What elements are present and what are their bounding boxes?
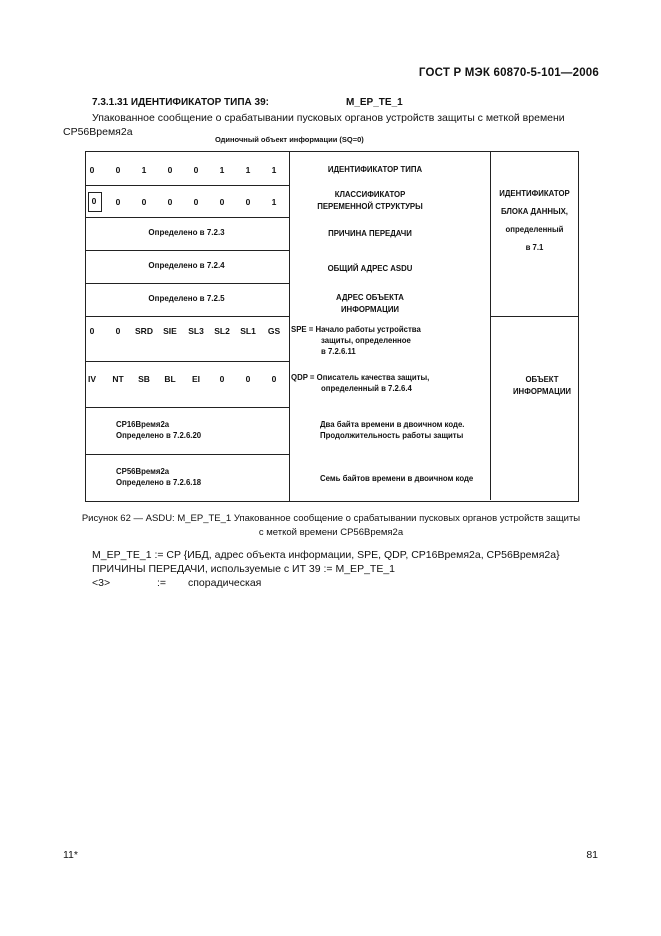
row5-label-line1: АДРЕС ОБЪЕКТА (336, 293, 404, 302)
side-bottom-line2: ИНФОРМАЦИИ (512, 387, 572, 396)
row9-label: Семь байтов времени в двоичном коде (320, 474, 474, 483)
bit: SIE (163, 326, 177, 336)
bit: 0 (167, 165, 173, 175)
bit: 0 (141, 197, 147, 207)
row8-label-line1: Два байта времени в двоичном коде. (320, 420, 465, 429)
row8-cell-line2: Определено в 7.2.6.20 (116, 431, 202, 440)
row6-label-line3: в 7.2.6.11 (321, 347, 356, 356)
row5-cell: Определено в 7.2.5 (148, 294, 225, 303)
figure-caption-line2: с меткой времени CP56Время2а (258, 527, 404, 538)
bit: 0 (115, 165, 121, 175)
information-object-label (492, 374, 592, 398)
bit: SL3 (188, 326, 204, 336)
row5-label-line2: ИНФОРМАЦИИ (340, 305, 400, 314)
row3-label: ПРИЧИНА ПЕРЕДАЧИ (328, 229, 412, 238)
bit: 1 (245, 165, 251, 175)
footer-left-mark: 11* (63, 849, 78, 861)
bit: 1 (271, 197, 277, 207)
row-separator (85, 217, 290, 218)
row-separator (85, 316, 290, 317)
figure-caption-line1: Рисунок 62 — ASDU: M_EP_TE_1 Упакованное сообщение о срабатывании пусковых органов устройств защиты (81, 513, 581, 524)
bit: 0 (219, 374, 225, 384)
body-cot-name: спорадическая (188, 577, 262, 589)
page-number: 81 (586, 849, 598, 861)
bit: 0 (89, 326, 95, 336)
figure-caption (66, 512, 596, 540)
row1-label: ИДЕНТИФИКАТОР ТИПА (327, 165, 423, 174)
diagram-title: Одиночный объект информации (SQ=0) (215, 135, 364, 144)
row2-label (295, 189, 445, 213)
bit: 0 (91, 196, 97, 206)
row-separator (85, 185, 290, 186)
bit: 0 (193, 165, 199, 175)
row9-cell-line1: CP56Время2а (116, 467, 170, 476)
row7-label-line2: определенный в 7.2.6.4 (321, 384, 412, 393)
data-unit-identifier-label (492, 185, 577, 257)
row4-cell: Определено в 7.2.4 (148, 261, 225, 270)
bit: 0 (245, 197, 251, 207)
side-top-line4: в 7.1 (525, 243, 544, 252)
side-separator (490, 316, 579, 317)
section-heading: 7.3.1.31 ИДЕНТИФИКАТОР ТИПА 39: (92, 97, 269, 108)
section-type-code: M_EP_TE_1 (346, 97, 403, 108)
body-cot-heading: ПРИЧИНЫ ПЕРЕДАЧИ, используемые с ИТ 39 := M_EP_TE_1 (92, 563, 396, 575)
side-bottom-line1: ОБЪЕКТ (525, 375, 559, 384)
bit: 0 (193, 197, 199, 207)
side-top-line3: определенный (505, 225, 564, 234)
bit: 0 (245, 374, 251, 384)
bit: BL (164, 374, 176, 384)
row7-label-line1: QDP = Описатель качества защиты, (291, 373, 430, 382)
bit: GS (267, 326, 281, 336)
row9-cell (116, 466, 276, 488)
bit: SL1 (240, 326, 256, 336)
row8-label (320, 419, 490, 441)
bit: 0 (219, 197, 225, 207)
row6-label-line2: защиты, определенное (321, 336, 411, 345)
bit: 0 (115, 326, 121, 336)
row6-label-line1: SPE = Начало работы устройства (291, 325, 421, 334)
row8-cell (116, 419, 276, 441)
bit: SB (138, 374, 150, 384)
row9-cell-line2: Определено в 7.2.6.18 (116, 478, 202, 487)
bit: 1 (219, 165, 225, 175)
row7-label (291, 372, 486, 394)
bit: NT (112, 374, 124, 384)
section-description-line1: Упакованное сообщение о срабатывании пусковых органов устройств защиты с меткой времени (92, 112, 565, 124)
side-divider (490, 151, 491, 500)
row6-label (291, 324, 481, 357)
section-description-line2: CP56Время2а (63, 126, 133, 138)
bit: 1 (271, 165, 277, 175)
side-top-line2: БЛОКА ДАННЫХ, (501, 207, 568, 216)
row-separator (85, 250, 290, 251)
row8-cell-line1: CP16Время2а (116, 420, 170, 429)
bit: EI (191, 374, 201, 384)
bit: 0 (115, 197, 121, 207)
bit: SRD (135, 326, 153, 336)
bit: 0 (271, 374, 277, 384)
body-cot-assign: := (157, 577, 167, 589)
bit: 1 (141, 165, 147, 175)
body-definition: M_EP_TE_1 := CP {ИБД, адрес объекта информации, SPE, QDP, CP16Время2а, CP56Время2а} (92, 549, 560, 561)
row-separator (85, 283, 290, 284)
bit: 0 (167, 197, 173, 207)
bit: IV (87, 374, 97, 384)
row4-label: ОБЩИЙ АДРЕС ASDU (327, 264, 413, 273)
document-standard-header: ГОСТ Р МЭК 60870-5-101—2006 (418, 67, 599, 79)
side-top-line1: ИДЕНТИФИКАТОР (499, 189, 570, 198)
row-separator (85, 361, 290, 362)
body-cot-code: <3> (92, 577, 111, 589)
row8-label-line2: Продолжительность работы защиты (320, 431, 464, 440)
row2-label-line2: ПЕРЕМЕННОЙ СТРУКТУРЫ (317, 202, 423, 211)
row3-cell: Определено в 7.2.3 (148, 228, 225, 237)
row2-label-line1: КЛАССИФИКАТОР (334, 190, 406, 199)
bit: SL2 (214, 326, 230, 336)
row-separator (85, 407, 290, 408)
row-separator (85, 454, 290, 455)
bit: 0 (89, 165, 95, 175)
row5-label (300, 292, 440, 316)
